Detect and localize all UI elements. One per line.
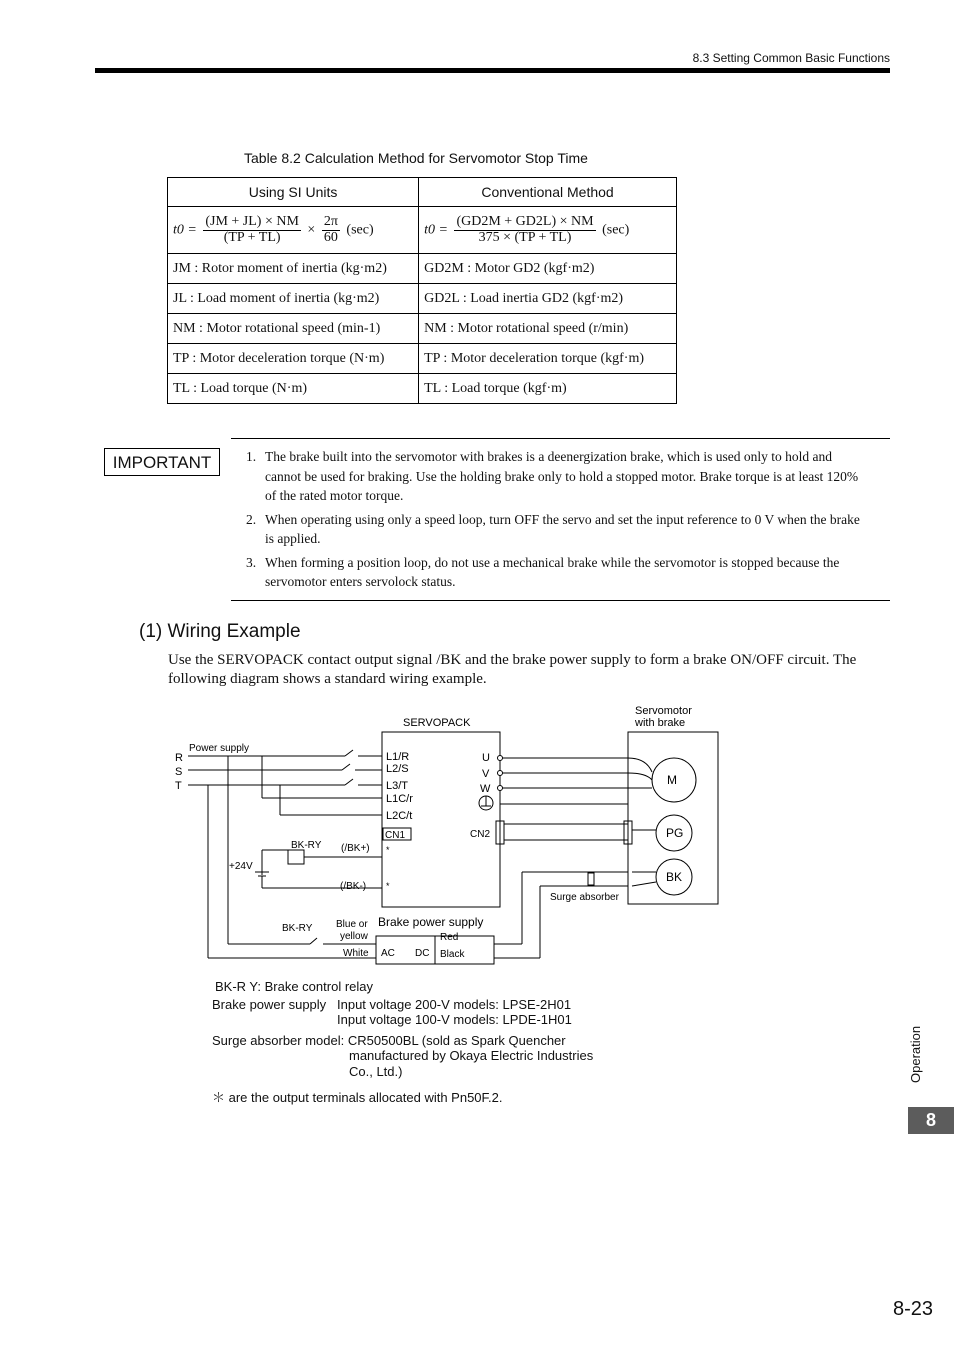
- blue-yellow-label: Blue or: [336, 919, 368, 930]
- bk-minus-label: (/BK-): [340, 881, 367, 892]
- s-label: S: [175, 766, 183, 778]
- table-cell: GD2M : Motor GD2 (kgf·m2): [419, 254, 677, 284]
- running-header: 8.3 Setting Common Basic Functions: [692, 51, 890, 65]
- legend-surge-line2: manufactured by Okaya Electric Industries: [349, 1048, 594, 1063]
- ac-label: AC: [381, 948, 395, 959]
- l1cr-label: L1C/r: [386, 793, 413, 805]
- stop-time-table: [167, 177, 677, 404]
- servomotor-label: Servomotor: [635, 705, 692, 717]
- table-cell: TL : Load torque (N·m): [168, 374, 419, 404]
- bkry-bottom-label: BK-RY: [282, 923, 313, 934]
- list-item: 1. The brake built into the servomotor with brakes is a deenergization brake, which is used only to hold and cannot be used for braking. Use the holding brake only to hold a stopped motor. Brake torque is at least 120% of the rated motor torque.: [246, 449, 859, 503]
- conv-formula: t0 = $\frac{(GD2M + GD2L) \times NM}{375 \times (TP + TL)}$ (sec): [419, 207, 677, 254]
- v-label: V: [482, 768, 490, 780]
- blue-yellow-label-2: yellow: [340, 931, 368, 942]
- bk-plus-label: (/BK+): [341, 843, 370, 854]
- legend-bps-line1: Input voltage 200-V models: LPSE-2H01: [337, 997, 572, 1012]
- legend-bps-label: Brake power supply: [212, 997, 327, 1012]
- section-title: (1) Wiring Example: [139, 621, 301, 642]
- table-cell: GD2L : Load inertia GD2 (kgf·m2): [419, 284, 677, 314]
- legend-surge-line3: Co., Ltd.): [349, 1064, 403, 1079]
- table-cell: TP : Motor deceleration torque (kgf·m): [419, 344, 677, 374]
- surge-absorber-symbol: [588, 873, 594, 885]
- m-label: M: [667, 773, 677, 787]
- l3t-label: L3/T: [386, 780, 409, 792]
- bkry-top-label: BK-RY: [291, 840, 322, 851]
- pg-label: PG: [666, 826, 684, 840]
- t-label: T: [175, 780, 182, 792]
- white-label: White: [343, 948, 369, 959]
- legend-bps-line2: Input voltage 100-V models: LPDE-1H01: [337, 1012, 572, 1027]
- legend-bkry: BK-R Y: Brake control relay: [215, 979, 373, 994]
- red-label: Red: [440, 932, 459, 943]
- black-label: Black: [440, 949, 465, 960]
- dc-label: DC: [415, 948, 430, 959]
- r-label: R: [175, 752, 183, 764]
- u-label: U: [482, 752, 490, 764]
- brake-power-supply-label: Brake power supply: [378, 915, 484, 929]
- section-paragraph: Use the SERVOPACK contact output signal /BK and the brake power supply to form a brake ON/OFF circuit. The following diagram shows a standard wiring example.: [168, 652, 857, 687]
- important-label: IMPORTANT: [104, 448, 220, 476]
- l2ct-label: L2C/t: [386, 810, 413, 822]
- power-supply-label: Power supply: [189, 743, 250, 754]
- list-item: 3. When forming a position loop, do not use a mechanical brake while the servomotor is stopped because the servomotor enters servolock status.: [246, 554, 840, 589]
- legend-surge-line1: Surge absorber model: CR50500BL (sold as Spark Quencher: [212, 1033, 566, 1048]
- table-cell: TL : Load torque (kgf·m): [419, 374, 677, 404]
- header-rule: [95, 68, 890, 73]
- table-cell: TP : Motor deceleration torque (N·m): [168, 344, 419, 374]
- cn2-label: CN2: [470, 829, 491, 840]
- table-cell: NM : Motor rotational speed (r/min): [419, 314, 677, 344]
- bk-label: BK: [666, 870, 683, 884]
- wiring-diagram: [160, 700, 740, 970]
- page-number: 8-23: [893, 1298, 934, 1320]
- chapter-side-label: Operation: [908, 1025, 923, 1083]
- list-item: 2. When operating using only a speed loop, turn OFF the servo and set the input reference to 0 V when the brake is applied.: [246, 511, 860, 546]
- surge-absorber-label: Surge absorber: [550, 892, 619, 903]
- plus24v-label: +24V: [229, 861, 253, 872]
- table-cell: JL : Load moment of inertia (kg·m2): [168, 284, 419, 314]
- cn1-label: CN1: [385, 830, 406, 841]
- l1r-label: L1/R: [386, 751, 410, 763]
- table-cell: JM : Rotor moment of inertia (kg·m2): [168, 254, 419, 284]
- legend-footnote: ＊ are the output terminals allocated with Pn50F.2.: [212, 1090, 503, 1105]
- table-caption: Table 8.2 Calculation Method for Servomotor Stop Time: [244, 150, 588, 166]
- w-label: W: [480, 783, 491, 795]
- asterisk-2: *: [386, 881, 390, 891]
- servopack-label: SERVOPACK: [403, 717, 471, 729]
- servomotor-label-2: with brake: [635, 717, 686, 729]
- important-list: [246, 447, 871, 596]
- important-rule-top: [231, 438, 890, 439]
- important-rule-bottom: [231, 600, 890, 601]
- l2s-label: L2/S: [386, 763, 409, 775]
- header-si-units: Using SI Units: [168, 178, 419, 207]
- chapter-tab: 8: [908, 1107, 954, 1134]
- table-cell: NM : Motor rotational speed (min-1): [168, 314, 419, 344]
- si-formula: t0 = $\frac{(JM + JL) \times NM}{(TP + TL)}$ × $\frac{2\pi}{60}$ (sec): [168, 207, 419, 254]
- header-conventional: Conventional Method: [419, 178, 677, 207]
- asterisk-1: *: [386, 845, 390, 855]
